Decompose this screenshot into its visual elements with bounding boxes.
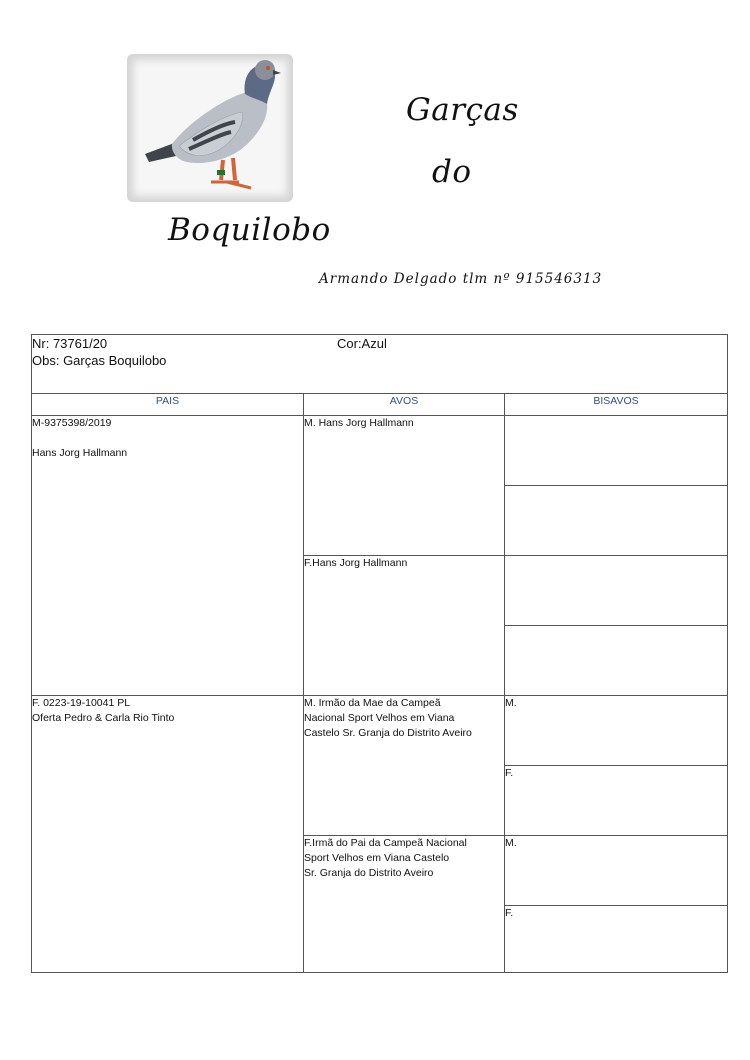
pedigree-info-cell bbox=[32, 335, 728, 394]
observations: Obs: Garças Boquilobo bbox=[32, 353, 167, 368]
dam-sire-line: Castelo Sr. Granja do Distrito Aveiro bbox=[304, 727, 472, 739]
dam-sire-cell bbox=[304, 696, 505, 836]
title-line-3: Boquilobo bbox=[168, 212, 331, 248]
gg-cell-4 bbox=[505, 626, 728, 696]
sire-cell bbox=[32, 416, 304, 696]
gg-cell-3 bbox=[505, 556, 728, 626]
dam-cell bbox=[32, 696, 304, 973]
gg-cell-6 bbox=[505, 766, 728, 836]
title-line-2: do bbox=[432, 154, 472, 190]
dam-ring: F. 0223-19-10041 PL bbox=[32, 697, 131, 709]
dam-dam-cell bbox=[304, 836, 505, 973]
gg-cell-8 bbox=[505, 906, 728, 973]
gg-dam-sire-female: F. bbox=[505, 767, 514, 779]
gg-cell-1 bbox=[505, 416, 728, 486]
gg-cell-5 bbox=[505, 696, 728, 766]
pigeon-color: Cor:Azul bbox=[337, 336, 387, 351]
gg-dam-sire-male: M. bbox=[505, 697, 517, 709]
gg-dam-dam-female: F. bbox=[505, 907, 514, 919]
contact-line: Armando Delgado tlm nº 915546313 bbox=[319, 271, 603, 287]
dam-sire-line: M. Irmão da Mae da Campeã bbox=[304, 697, 441, 709]
pigeon-icon bbox=[127, 54, 293, 202]
title-line-1: Garças bbox=[406, 92, 519, 128]
dam-sire-line: Nacional Sport Velhos em Viana bbox=[304, 712, 455, 724]
dam-dam-line: F.Irmã do Pai da Campeã Nacional bbox=[304, 837, 467, 849]
dam-breeder: Oferta Pedro & Carla Rio Tinto bbox=[32, 712, 175, 724]
gg-cell-2 bbox=[505, 486, 728, 556]
sire-ring: M-9375398/2019 bbox=[32, 417, 112, 429]
header-avos: AVOS bbox=[304, 394, 505, 416]
sire-dam-text: F.Hans Jorg Hallmann bbox=[304, 557, 408, 569]
ring-number: Nr: 73761/20 bbox=[32, 336, 108, 351]
dam-dam-line: Sport Velhos em Viana Castelo bbox=[304, 852, 450, 864]
pedigree-table bbox=[31, 334, 728, 973]
sire-breeder: Hans Jorg Hallmann bbox=[32, 447, 128, 459]
header-pais: PAIS bbox=[32, 394, 304, 416]
pigeon-photo bbox=[127, 54, 293, 202]
sire-sire-text: M. Hans Jorg Hallmann bbox=[304, 417, 414, 429]
header-bisavos: BISAVOS bbox=[505, 394, 728, 416]
sire-sire-cell bbox=[304, 416, 505, 556]
sire-dam-cell bbox=[304, 556, 505, 696]
gg-cell-7 bbox=[505, 836, 728, 906]
gg-dam-dam-male: M. bbox=[505, 837, 517, 849]
dam-dam-line: Sr. Granja do Distrito Aveiro bbox=[304, 867, 434, 879]
